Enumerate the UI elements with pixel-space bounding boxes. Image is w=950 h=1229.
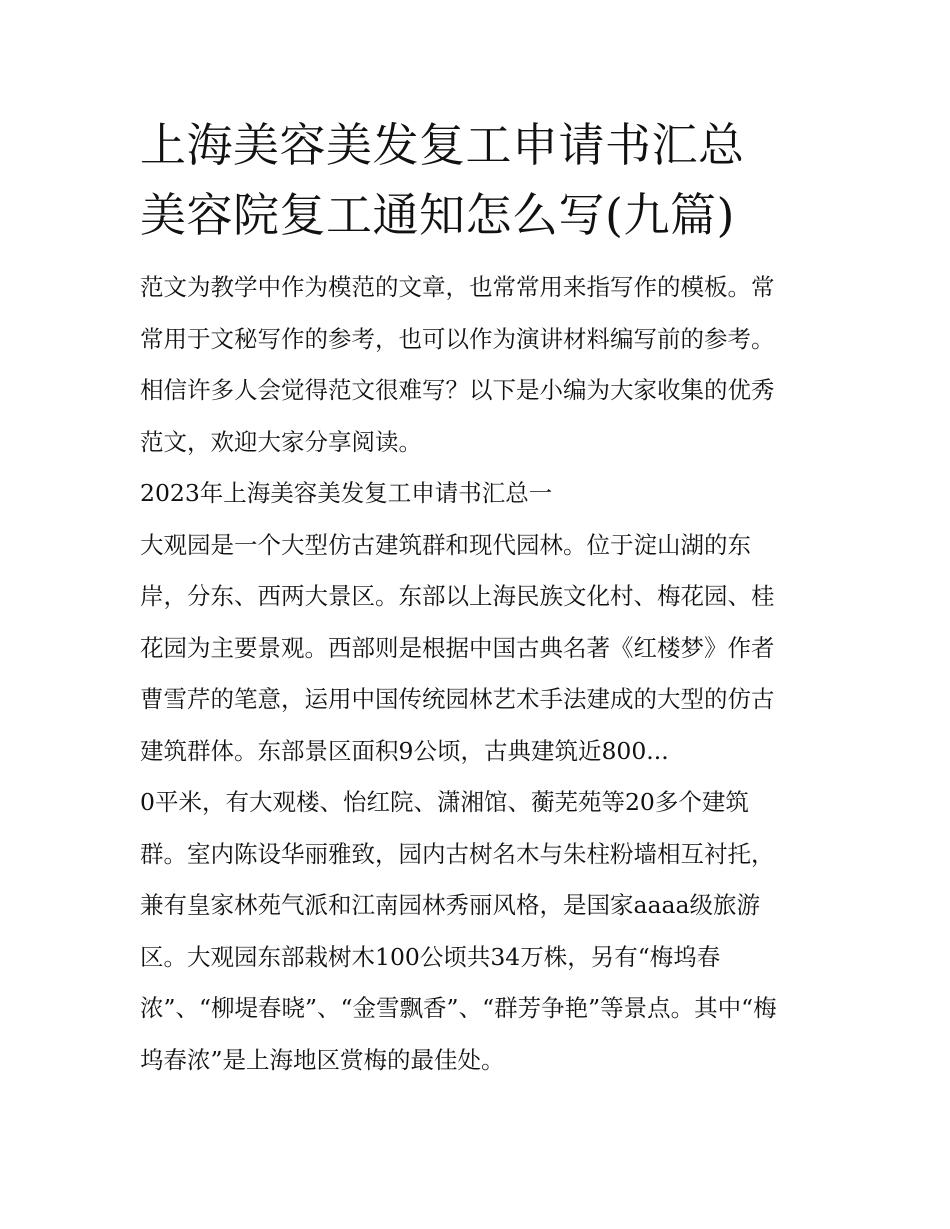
body1-line-5: 建筑群体。东部景区面积9公顷，古典建筑近800... [140, 736, 669, 765]
intro-line-1: 范文为教学中作为模范的文章，也常常用来指写作的模板。常 [140, 273, 775, 301]
body-paragraph-1 [140, 520, 815, 778]
body-paragraph-2 [140, 777, 815, 1086]
intro-paragraph [140, 262, 815, 468]
body2-line-3: 兼有皇家林苑气派和江南园林秀丽风格，是国家aaaa级旅游 [140, 891, 761, 919]
body2-line-6: 坞春浓”是上海地区赏梅的最佳处。 [140, 1045, 505, 1074]
body2-line-5: 浓”、“柳堤春晓”、“金雪飘香”、“群芳争艳”等景点。其中“梅 [140, 994, 777, 1022]
body2-line-2: 群。室内陈设华丽雅致，园内古树名木与朱柱粉墙相互衬托， [140, 839, 775, 868]
document-title [140, 110, 815, 250]
document-page [140, 110, 815, 1086]
body1-line-3: 花园为主要景观。西部则是根据中国古典名著《红楼梦》作者 [140, 633, 775, 662]
body2-line-1: 0平米，有大观楼、怡红院、潇湘馆、蘅芜苑等20多个建筑 [140, 788, 749, 816]
body1-line-2: 岸，分东、西两大景区。东部以上海民族文化村、梅花园、桂 [140, 582, 775, 610]
intro-line-4: 范文，欢迎大家分享阅读。 [140, 427, 422, 456]
title-line-2: 美容院复工通知怎么写(九篇) [140, 188, 735, 242]
intro-line-3: 相信许多人会觉得范文很难写？以下是小编为大家收集的优秀 [140, 376, 775, 404]
section-heading: 2023年上海美容美发复工申请书汇总一 [140, 479, 553, 507]
intro-line-2: 常用于文秘写作的参考，也可以作为演讲材料编写前的参考。 [140, 324, 775, 353]
title-line-1: 上海美容美发复工申请书汇总 [140, 118, 745, 172]
body1-line-4: 曹雪芹的笔意，运用中国传统园林艺术手法建成的大型的仿古 [140, 685, 775, 713]
body1-line-1: 大观园是一个大型仿古建筑群和现代园林。位于淀山湖的东 [140, 530, 751, 559]
body2-line-4: 区。大观园东部栽树木100公顷共34万株，另有“梅坞春 [140, 942, 721, 971]
